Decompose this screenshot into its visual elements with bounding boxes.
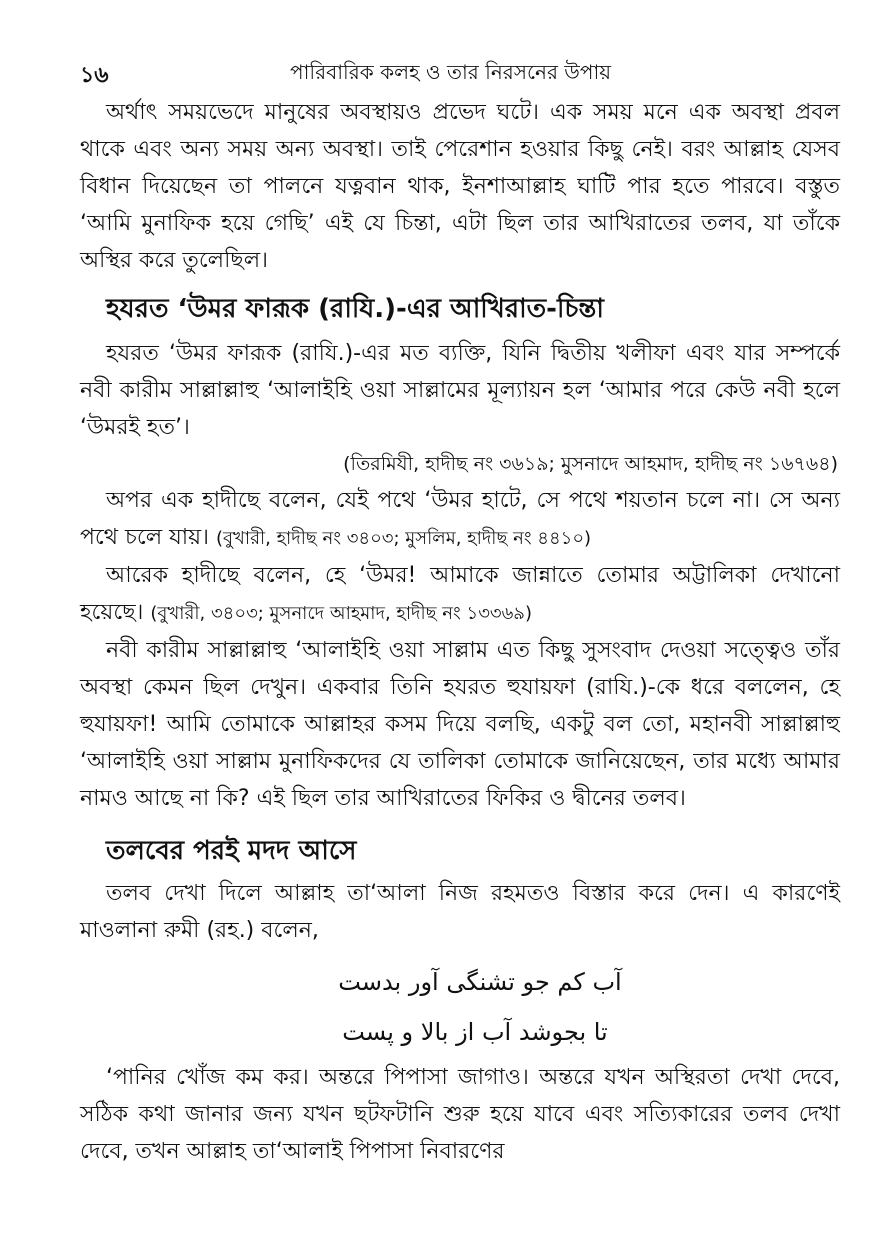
persian-verse-line-2: تا بجوشد آب از بالا و پست <box>342 1018 608 1046</box>
section-heading-talab: তলবের পরই মদদ আসে <box>106 836 357 866</box>
paragraph-shaytan-path <box>80 482 840 557</box>
paragraph-verse-translation: ‘পানির খোঁজ কম কর। অন্তরে পিপাসা জাগাও। অন্তরে যখন অস্থিরতা দেখা দেবে, সঠিক কথা জানার জন্য যখন ছটফটানি শুরু হয়ে যাবে এবং সত্যিকারের তলব দেখা দেবে, তখন আল্লাহ তা‘আলাই পিপাসা নিবারণের <box>80 1065 840 1164</box>
citation-bukhari-muslim: (বুখারী, হাদীছ নং ৩৪০৩; মুসলিম, হাদীছ নং ৪৪১০) <box>216 528 592 549</box>
paragraph-intro: অর্থাৎ সময়ভেদে মানুষের অবস্থায়ও প্রভেদ ঘটে। এক সময় মনে এক অবস্থা প্রবল থাকে এবং অন্য সময় অন্য অবস্থা। তাই পেরেশান হওয়ার কিছু নেই। বরং আল্লাহ যেসব বিধান দিয়েছেন তা পালনে যত্নবান থাক, ইনশাআল্লাহ ঘাটি পার হতে পারবে। বস্তুত ‘আমি মুনাফিক হয়ে গেছি’ এই যে চিন্তা, এটা ছিল তার আখিরাতের তলব, যা তাঁকে অস্থির করে তুলেছিল। <box>80 100 840 273</box>
page-number: ১৬ <box>80 63 109 88</box>
persian-verse-line-1: آب کم جو تشنگی آور بدست <box>338 968 622 996</box>
paragraph-hudhayfa: নবী কারীম সাল্লাল্লাহু ‘আলাইহি ওয়া সাল্লাম এত কিছু সুসংবাদ দেওয়া সত্ত্বেও তাঁর অবস্থা কেমন ছিল দেখুন। একবার তিনি হযরত হুযায়ফা (রাযি.)-কে ধরে বললেন, হে হুযায়ফা! আমি তোমাকে আল্লাহর কসম দিয়ে বলছি, একটু বল তো, মহানবী সাল্লাল্লাহু ‘আলাইহি ওয়া সাল্লাম মুনাফিকদের যে তালিকা তোমাকে জানিয়েছেন, তার মধ্যে আমার নামও আছে না কি? এই ছিল তার আখিরাতের ফিকির ও দ্বীনের তলব। <box>80 638 840 811</box>
paragraph-umar-evaluation: হযরত ‘উমর ফারূক (রাযি.)-এর মত ব্যক্তি, যিনি দ্বিতীয় খলীফা এবং যার সম্পর্কে নবী কারীম সাল্লাল্লাহু ‘আলাইহি ওয়া সাল্লামের মূল্যায়ন হল ‘আমার পরে কেউ নবী হলে ‘উমরই হত’। <box>80 341 840 440</box>
page-header <box>80 58 840 88</box>
paragraph-jannah-text: আরেক হাদীছে বলেন, হে ‘উমর! আমাকে জান্নাতে তোমার অট্টালিকা দেখানো হয়েছে। <box>80 563 840 625</box>
paragraph-rumi-intro: তলব দেখা দিলে আল্লাহ তা‘আলা নিজ রহমতও বিস্তার করে দেন। এ কারণেই মাওলানা রুমী (রহ.) বলেন, <box>80 881 840 943</box>
running-title: পারিবারিক কলহ ও তার নিরসনের উপায় <box>290 60 612 84</box>
section-heading-umar: হযরত ‘উমর ফারূক (রাযি.)-এর আখিরাত-চিন্তা <box>106 294 604 324</box>
page-body <box>80 94 840 1170</box>
paragraph-shaytan-text: অপর এক হাদীছে বলেন, যেই পথে ‘উমর হাটে, সে পথে শয়তান চলে না। সে অন্য পথে চলে যায়। <box>80 488 840 550</box>
citation-tirmidhi: (তিরমিযী, হাদীছ নং ৩৬১৯; মুসনাদে আহমাদ, হাদীছ নং ১৬৭৬৪) <box>343 453 838 475</box>
citation-bukhari-ahmad: (বুখারী, ৩৪০৩; মুসনাদে আহমাদ, হাদীছ নং ১৩৩৬৯) <box>150 603 533 624</box>
paragraph-jannah-palace <box>80 557 840 632</box>
